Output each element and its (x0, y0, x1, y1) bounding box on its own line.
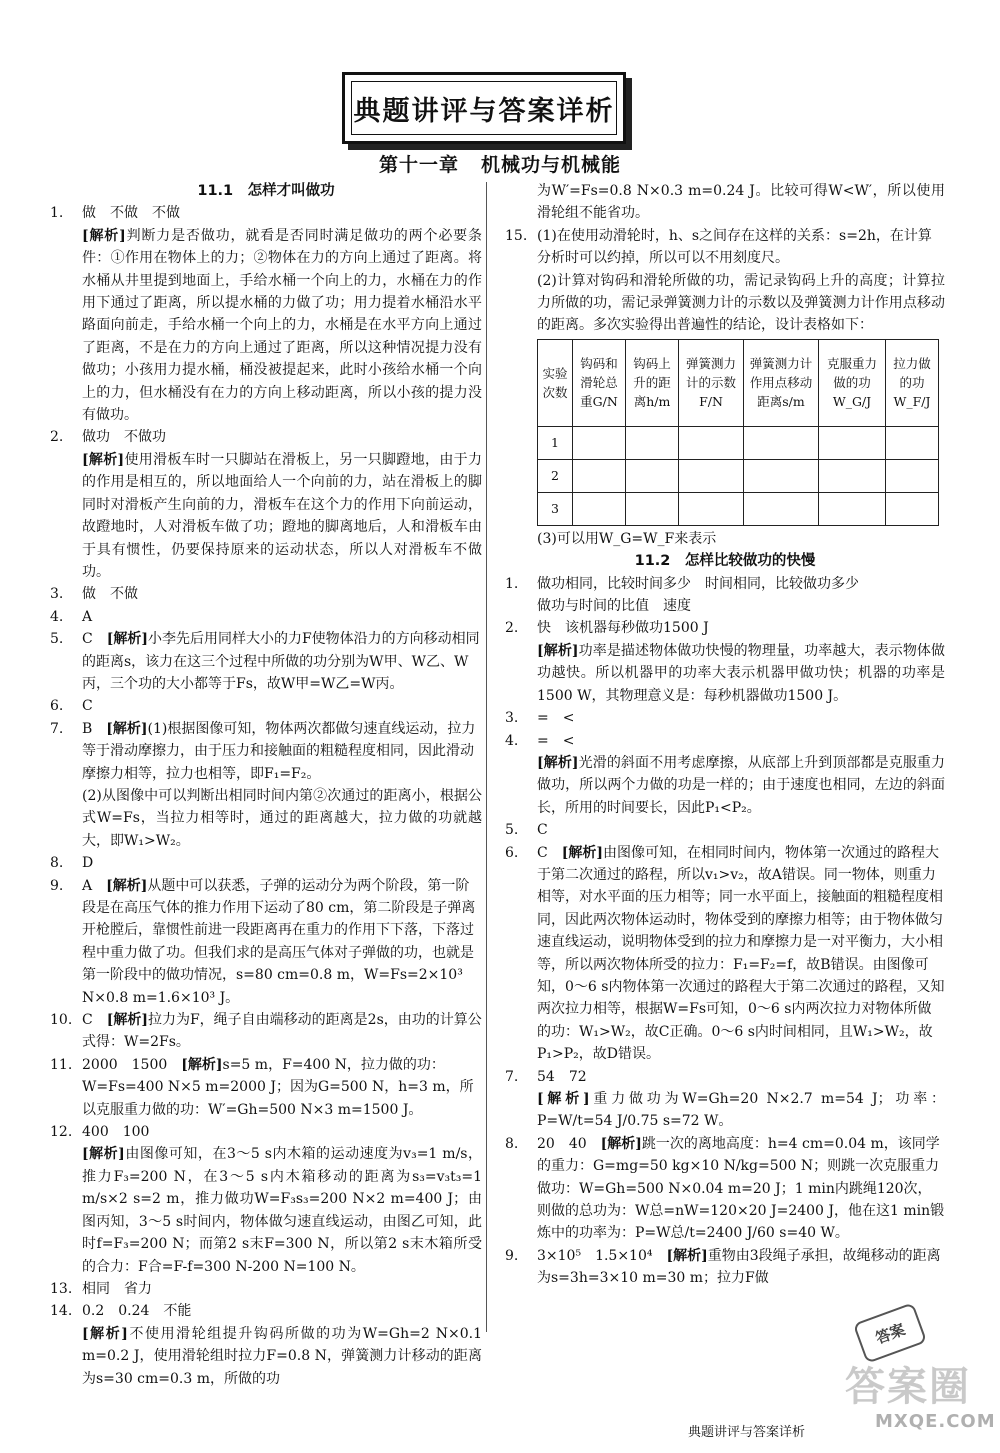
section-title-11-2: 11.2 怎样比较做功的快慢 (634, 553, 816, 570)
answer-item (50, 1300, 482, 1322)
analysis-text: 由图像可知，在相同时间内，物体第一次通过的路程大于第二次通过的路程，所以v₁>v₂，故A错误。同一物体，则重力相等，对水平面的压力相等；同一水平面上，接触面的粗糙程度相同，因此两次物体运动时，物体受到的摩擦力相等；由于物体做匀速直线运动，说明物体受到的拉力和摩擦力是一对平衡力，大小相等，所以两次物体所受的拉力：F₁=F₂=f，故B错误。由图像可知，0～6 s内物体第一次通过的路程大于第二次通过的路程，又知两次拉力相等，根据W=Fs可知，0～6 s内两次拉力对物体所做的功：W₁>W₂，故C正确。0～6 s内时间相同，且W₁>W₂，故P₁>P₂，故D错误。 (537, 844, 945, 1063)
analysis-tag: [解析] (82, 227, 126, 244)
answer-item (505, 1245, 945, 1290)
item-number: 2. (50, 429, 64, 446)
table-header-row (538, 339, 939, 426)
left-column (50, 180, 482, 1390)
analysis (50, 449, 482, 583)
analysis-text: 拉力为F，绳子自由端移动的距离是2s，由功的计算公式得：W=2Fs。 (82, 1012, 482, 1051)
analysis-text: 使用滑板车时一只脚站在滑板上，另一只脚蹬地，由于力的作用是相互的，所以地面给人一个向前的力，站在滑板上的脚同时对滑板产生向前的力，滑板车在这个力的作用下向前运动，故蹬地时，人对滑板车做了功；蹬地的脚离地后，人和滑板车由于具有惯性，仍要保持原来的运动状态，所以人对滑板车不做功。 (82, 451, 482, 580)
item-answer-with-analysis (537, 1133, 945, 1245)
analysis-tag: [解析] (181, 1056, 223, 1073)
banner-title: 典题讲评与答案详析 (351, 81, 617, 135)
answer-item (50, 202, 482, 224)
table-row (538, 426, 939, 459)
analysis-text: 小李先后用同样大小的力F使物体沿力的方向移动相同的距离s，该力在这三个过程中所做的功分别为W甲、W乙、W丙，三个功的大小都等于Fs，故W甲=W乙=W丙。 (82, 631, 480, 692)
chapter-number: 第十一章 (378, 154, 459, 176)
analysis-tag: [解析] (82, 451, 125, 468)
item-number: 1. (505, 575, 519, 592)
answer-item (505, 1066, 945, 1088)
item-answer: 400 100 (82, 1124, 150, 1141)
item-number: 4. (505, 732, 519, 749)
answer-item (50, 852, 482, 874)
watermark-logo (845, 1355, 996, 1435)
answer-paragraph: (2)计算对钩码和滑轮所做的功，需记录钩码上升的高度；计算拉力所做的功，需记录弹簧测力计的示数以及弹簧测力计作用点移动的距离。多次实验得出普遍性的结论，设计表格如下： (537, 272, 945, 334)
analysis (50, 1323, 482, 1390)
item-number: 15. (505, 227, 528, 244)
analysis-text: 重力做功为W=Gh=20 N×2.7 m=54 J；功率：P=W/t=54 J/0.75 s=72 W。 (537, 1091, 945, 1130)
item-number: 7. (505, 1068, 519, 1085)
item-answer: 相同 省力 (82, 1280, 152, 1297)
analysis-text: 跳一次的离地高度：h=4 cm=0.04 m，该同学的重力：G=mg=50 kg×10 N/kg=500 N；则跳一次克服重力做功：W=Gh=500 N×0.04 m=20 J；1 min内跳绳120次，则做的总功为：W总=nW=120×20 J=2400 J，他在这1 min锻炼中的功率为：P=W总/t=2400 J/60 s=40 W。 (537, 1135, 945, 1242)
column-divider (486, 182, 487, 1332)
answer-item (505, 1133, 945, 1245)
analysis-tag: [解析] (537, 754, 579, 771)
analysis-text: 光滑的斜面不用考虑摩擦，从底部上升到顶部都是克服重力做功，所以两个力做的功是一样的；由于速度也相同，左边的斜面长，所用的时间要长，因此P₁<P₂。 (537, 754, 946, 816)
answer-item (505, 617, 945, 639)
analysis-tag: [解析] (82, 1146, 125, 1163)
item-answer: = < (537, 732, 575, 749)
item-number: 9. (50, 877, 64, 894)
analysis-text: s=5 m，F=400 N，拉力做的功：W=Fs=400 N×5 m=2000 J；因为G=500 N，h=3 m，所以克服重力做的功：W′=Gh=500 N×3 m=1500 J。 (82, 1056, 474, 1118)
item-number: 11. (50, 1056, 73, 1073)
answer-item (50, 583, 482, 605)
item-answer: 做功相同，比较时间多少 时间相同，比较做功多少 (537, 575, 859, 592)
item-answer: C (82, 631, 93, 648)
analysis-tag: [解析] (106, 877, 148, 894)
item-number: 12. (50, 1124, 73, 1141)
answer-item (50, 695, 482, 717)
answer-item (505, 819, 945, 841)
answer-paragraph: (3)可以用W_G=W_F来表示 (537, 530, 717, 547)
item-answer: C (537, 822, 548, 839)
item-number: 13. (50, 1280, 73, 1297)
table-header: 拉力做的功W_F/J (886, 339, 939, 426)
table-row (538, 459, 939, 492)
answer-item (505, 573, 945, 595)
item-number: 3. (505, 710, 519, 727)
item-answer-with-analysis (537, 842, 945, 1066)
item-number: 9. (505, 1247, 519, 1264)
table-cell: 3 (538, 492, 573, 525)
analysis-tag: [解析] (106, 631, 148, 648)
item-number: 5. (505, 822, 519, 839)
analysis-text: 判断力是否做功，就看是否同时满足做功的两个必要条件：①作用在物体上的力；②物体在力的方向上通过了距离。将水桶从井里提到地面上，手给水桶一个向上的力，水桶在力的作用下通过了距离，所以提水桶的力做了功；用力提着水桶沿水平路面向前走，手给水桶一个向上的力，水桶是在水平方向上通过了距离，不是在力的方向上通过了距离，所以这种情况提力没有做功；小孩用力提水桶，桶没被提起来，此时小孩给水桶一个向上的力，但水桶没有在力的方向上移动距离，所以小孩的提力没有做功。 (82, 227, 483, 424)
item-answer: C (82, 698, 93, 715)
item-answer: 做 不做 不做 (82, 205, 180, 222)
item-number: 8. (50, 855, 64, 872)
answer-item (505, 225, 945, 270)
answer-item (50, 718, 482, 785)
item-number: 4. (50, 608, 64, 625)
analysis (505, 752, 945, 819)
answer-item (50, 1121, 482, 1143)
analysis-tag: [解析] (561, 844, 603, 861)
answer-item (50, 426, 482, 448)
item-answer-with-analysis (82, 628, 482, 695)
table-row (538, 492, 939, 525)
table-header: 钩码和滑轮总重G/N (573, 339, 626, 426)
answer-item (50, 1009, 482, 1054)
item-number: 14. (50, 1303, 73, 1320)
watermark-logo-text: 答案圈 (845, 1364, 971, 1410)
analysis (505, 1088, 945, 1133)
answer-item (50, 606, 482, 628)
item-answer: D (82, 855, 94, 872)
item-answer: 做功 不做功 (82, 429, 166, 446)
item-answer: (1)在使用动滑轮时，h、s之间存在这样的关系：s=2h，在计算分析时可以约掉，所以可以不用刻度尺。 (537, 227, 932, 267)
answer-item (50, 875, 482, 1009)
item-answer: 做 不做 (82, 586, 138, 603)
analysis (505, 640, 945, 707)
answer-stamp: 答案 (853, 1302, 928, 1363)
item-answer: 0.2 0.24 不能 (82, 1303, 192, 1320)
item-number: 3. (50, 586, 64, 603)
analysis-text: 从题中可以获悉，子弹的运动分为两个阶段，第一阶段是在高压气体的推力作用下运动了80 cm，第二阶段是子弹离开枪膛后，靠惯性前进一段距离再在重力的作用下下落，下落过程中重力做了功。但我们求的是高压气体对子弹做的功，也就是第一阶段中的做功情况，s=80 cm=0.8 m，W=Fs=2×10³ N×0.8 m=1.6×10³ J。 (82, 877, 476, 1006)
item-answer: 54 72 (537, 1068, 587, 1085)
item-number: 6. (505, 844, 519, 861)
analysis-tag: [解析] (106, 720, 148, 737)
answer-item (505, 730, 945, 752)
item-answer: 快 该机器每秒做功1500 J (537, 620, 709, 637)
item-number: 1. (50, 205, 64, 222)
chapter-title: 机械功与机械能 (481, 154, 622, 176)
table-header: 钩码上升的距离h/m (626, 339, 679, 426)
right-column (505, 180, 945, 1290)
item-answer-with-analysis (82, 1054, 482, 1121)
analysis-text: (1)根据图像可知，物体两次都做匀速直线运动，拉力等于滑动摩擦力，由于压力和接触面的粗糙程度相同，因此滑动摩擦力相等，拉力也相等，即F₁=F₂。 (82, 720, 476, 782)
analysis-tag: [解析] (600, 1135, 642, 1152)
table-header: 实验次数 (538, 339, 573, 426)
table-cell: 2 (538, 459, 573, 492)
analysis-continued: (2)从图像中可以判断出相同时间内第②次通过的距离小，根据公式W=Fs，当拉力相等时，通过的距离越大，拉力做的功就越大，即W₁>W₂。 (82, 787, 482, 849)
analysis-continued: 为W′=Fs=0.8 N×0.3 m=0.24 J。比较可得W<W′，所以使用滑轮组不能省功。 (537, 183, 945, 222)
item-number: 2. (505, 620, 519, 637)
analysis-text: 不使用滑轮组提升钩码所做的功为W=Gh=2 N×0.1 m=0.2 J，使用滑轮组时拉力F=0.8 N，弹簧测力计移动的距离为s=30 cm=0.3 m，所做的功 (82, 1325, 483, 1387)
item-answer-with-analysis (537, 1245, 945, 1290)
item-answer: C (82, 1012, 93, 1029)
analysis (50, 225, 482, 427)
item-answer-with-analysis (82, 875, 482, 1009)
answer-item (50, 1054, 482, 1121)
table-header: 克服重力做的功W_G/J (819, 339, 886, 426)
analysis-tag: [解析] (537, 642, 579, 659)
item-answer-with-analysis (82, 718, 482, 785)
chapter-heading (0, 150, 1000, 177)
experiment-table (537, 339, 939, 526)
item-number: 8. (505, 1135, 519, 1152)
item-number: 7. (50, 720, 64, 737)
table-cell: 1 (538, 426, 573, 459)
item-number: 6. (50, 698, 64, 715)
page-footer: 典题讲评与答案详析 (688, 1425, 806, 1440)
analysis-tag: [解析] (82, 1325, 128, 1342)
item-answer: C (537, 844, 548, 861)
watermark-site: MXQE.COM (875, 1411, 996, 1432)
item-answer: A (82, 877, 93, 894)
item-answer: = < (537, 710, 575, 727)
answer-item (50, 1278, 482, 1300)
analysis-text: 功率是描述物体做功快慢的物理量，功率越大，表示物体做功越快。所以机器甲的功率大表示机器甲做功快；机器的功率是1500 W，其物理意义是：每秒机器做功1500 J。 (537, 642, 946, 704)
item-answer: A (82, 608, 93, 625)
analysis-text: 重物由3段绳子承担，故绳移动的距离为s=3h=3×10 m=30 m；拉力F做 (537, 1247, 941, 1287)
analysis-text: 由图像可知，在3～5 s内木箱的运动速度为v₃=1 m/s，推力F₃=200 N，在3～5 s内木箱移动的距离为s₃=v₃t₃=1 m/s×2 s=2 m，推力做功W=F₃s₃=200 N×2 m=400 J；由图丙知，3～5 s时间内，物体做匀速直线运动，由图乙可知，此时f=F₃=200 N；而第2 s末F=300 N，所以第2 s末木箱所受的合力：F合=F-f=300 N-200 N=100 N。 (82, 1146, 483, 1275)
item-number: 10. (50, 1012, 73, 1029)
answer-item (50, 628, 482, 695)
section-title-11-1: 11.1 怎样才叫做功 (197, 183, 335, 199)
answer-item (505, 707, 945, 729)
table-header: 弹簧测力计的示数F/N (679, 339, 744, 426)
table-header: 弹簧测力计作用点移动距离s/m (744, 339, 819, 426)
analysis-tag: [解析] (106, 1012, 148, 1029)
answer-item (505, 842, 945, 1066)
answer-continued: 做功与时间的比值 速度 (537, 598, 691, 615)
analysis-tag: [解析] (537, 1091, 590, 1107)
banner-box (342, 72, 626, 144)
item-answer-with-analysis (82, 1009, 482, 1054)
item-answer: B (82, 720, 93, 737)
analysis-tag: [解析] (666, 1247, 708, 1264)
item-answer: 3×10⁵ 1.5×10⁴ (537, 1247, 653, 1264)
item-number: 5. (50, 631, 64, 648)
item-answer: 20 40 (537, 1135, 587, 1152)
analysis (50, 1143, 482, 1277)
item-answer: 2000 1500 (82, 1056, 168, 1073)
